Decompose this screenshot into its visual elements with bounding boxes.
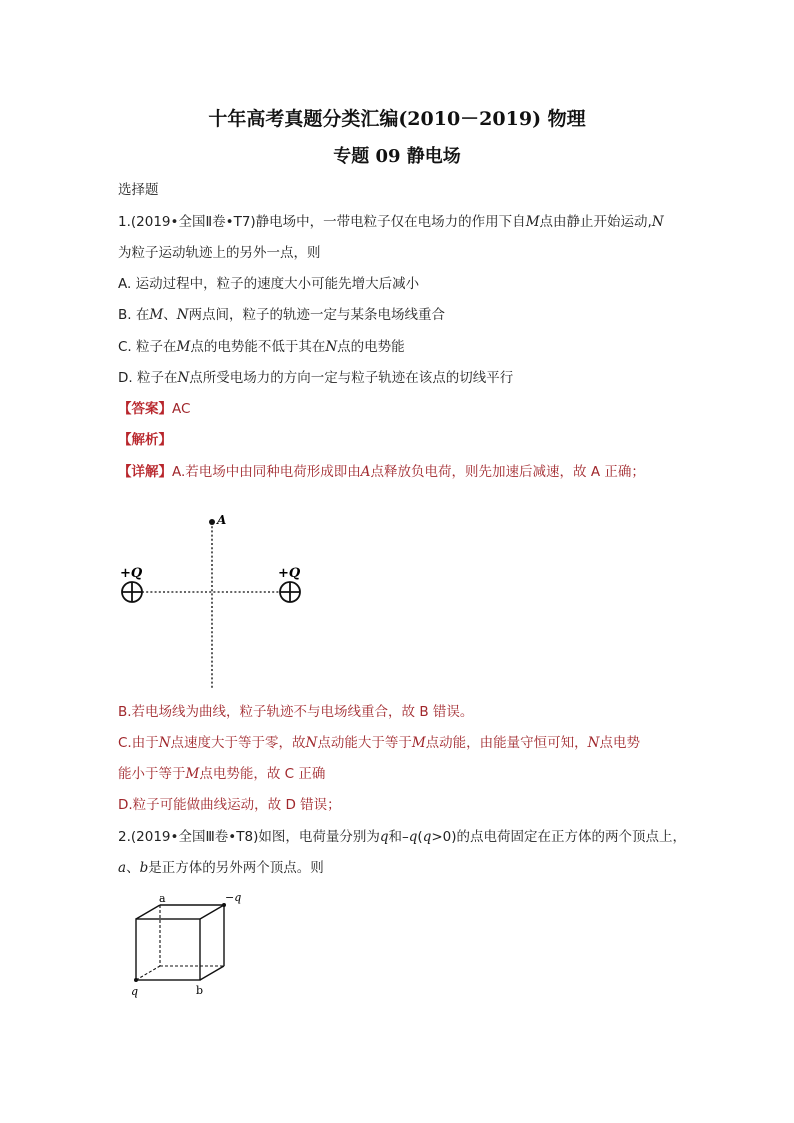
option-c-mid: 点的电势能不低于其在 xyxy=(190,339,326,355)
q1-stem-line2: 为粒子运动轨迹上的另外一点，则 xyxy=(118,245,321,261)
var-N: N xyxy=(587,735,600,751)
q1-detail-d: D.粒子可能做曲线运动，故 D 错误； xyxy=(118,797,341,813)
q1-stem-text-a: 1.(2019•全国Ⅱ卷•T7)静电场中，一带电粒子仅在电场力的作用下自 xyxy=(118,214,526,230)
q2-stem-text-d: >0)的点电荷固定在正方体的两个顶点上， xyxy=(431,829,687,845)
q1-detail-b: B.若电场线为曲线，粒子轨迹不与电场线重合，故 B 错误。 xyxy=(118,704,474,720)
var-q: q xyxy=(379,829,389,845)
q2-stem-text-c: ( xyxy=(417,829,423,845)
detail-c-suffix: 点电势 xyxy=(599,735,640,751)
option-b-prefix: B. 在 xyxy=(118,307,150,323)
var-N: N xyxy=(158,735,171,751)
option-b-sep: 、 xyxy=(163,307,177,323)
q2-stem-text-b: 和– xyxy=(388,829,409,845)
var-N: N xyxy=(176,307,189,323)
detail-c-mid2: 点动能大于等于 xyxy=(317,735,412,751)
q2-stem-text-a: 2.(2019•全国Ⅲ卷•T8)如图，电荷量分别为 xyxy=(118,829,380,845)
q1-stem-text-b: 点由静止开始运动, xyxy=(539,214,652,230)
q1-detail-c-line1 xyxy=(118,733,640,753)
detail-c2-prefix: 能小于等于 xyxy=(118,766,186,782)
q1-option-c xyxy=(118,337,405,357)
detail-c-mid3: 点动能，由能量守恒可知， xyxy=(425,735,588,751)
vertex-a-label: a xyxy=(159,892,166,905)
var-M: M xyxy=(149,307,164,323)
right-charge-symbol xyxy=(280,582,300,602)
q2-stem-line1 xyxy=(118,827,686,847)
var-N: N xyxy=(305,735,318,751)
document-title: 十年高考真题分类汇编(2010－2019) 物理 xyxy=(208,108,586,130)
left-charge-label: +Q xyxy=(120,566,143,581)
charge-q-point xyxy=(134,978,138,982)
vertex-neg-q-label: −q xyxy=(225,891,242,904)
q1-answer xyxy=(118,399,190,419)
figure-cube xyxy=(122,890,252,1000)
option-c-prefix: C. 粒子在 xyxy=(118,339,177,355)
var-M: M xyxy=(185,766,200,782)
vertex-q-label: q xyxy=(131,985,139,998)
var-M: M xyxy=(525,214,540,230)
q2-stem-suffix: 是正方体的另外两个顶点。则 xyxy=(148,860,324,876)
q1-detail-c-line2 xyxy=(118,764,325,784)
answer-tag: 【答案】 xyxy=(118,401,172,417)
var-q: q xyxy=(422,829,432,845)
q1-detail-a xyxy=(118,462,645,482)
var-N: N xyxy=(177,370,190,386)
cube-hidden-edge xyxy=(136,966,160,980)
var-q: q xyxy=(408,829,418,845)
var-M: M xyxy=(176,339,191,355)
var-A: A xyxy=(360,464,371,480)
q2-stem-sep: 、 xyxy=(126,860,140,876)
option-d-prefix: D. 粒子在 xyxy=(118,370,178,386)
detail-c-mid1: 点速度大于等于零，故 xyxy=(170,735,306,751)
detail-a-prefix: A.若电场中由同种电荷形成即由 xyxy=(172,464,361,480)
cube-edge xyxy=(200,905,224,919)
option-b-suffix: 两点间，粒子的轨迹一定与某条电场线重合 xyxy=(188,307,445,323)
var-a: a xyxy=(118,860,127,876)
q1-stem-line1 xyxy=(118,212,664,232)
q1-analysis-tag xyxy=(118,430,172,450)
cube-edge xyxy=(136,905,160,919)
var-N: N xyxy=(651,214,664,230)
detail-a-suffix: 点释放负电荷，则先加速后减速，故 A 正确； xyxy=(370,464,645,480)
figure-two-charges xyxy=(112,500,312,700)
point-A-dot xyxy=(209,519,215,525)
var-N: N xyxy=(325,339,338,355)
var-b: b xyxy=(139,860,149,876)
analysis-tag: 【解析】 xyxy=(118,432,172,448)
point-A-label: A xyxy=(217,513,227,527)
answer-value: AC xyxy=(172,401,191,417)
cube-front-face xyxy=(136,919,200,980)
q1-option-a: A. 运动过程中，粒子的速度大小可能先增大后减小 xyxy=(118,276,420,292)
var-M: M xyxy=(411,735,426,751)
detail-c-prefix: C.由于 xyxy=(118,735,159,751)
option-c-suffix: 点的电势能 xyxy=(337,339,405,355)
detail-c2-suffix: 点电势能，故 C 正确 xyxy=(199,766,326,782)
left-charge-symbol xyxy=(122,582,142,602)
q2-stem-line2 xyxy=(118,858,324,878)
vertex-b-label: b xyxy=(196,984,204,997)
q1-option-b xyxy=(118,305,445,325)
right-charge-label: +Q xyxy=(278,566,301,581)
option-d-suffix: 点所受电场力的方向一定与粒子轨迹在该点的切线平行 xyxy=(189,370,514,386)
document-subtitle: 专题 09 静电场 xyxy=(333,146,461,167)
cube-edge xyxy=(200,966,224,980)
section-label: 选择题 xyxy=(118,182,159,198)
q1-option-d xyxy=(118,368,513,388)
detail-tag: 【详解】 xyxy=(118,464,172,480)
